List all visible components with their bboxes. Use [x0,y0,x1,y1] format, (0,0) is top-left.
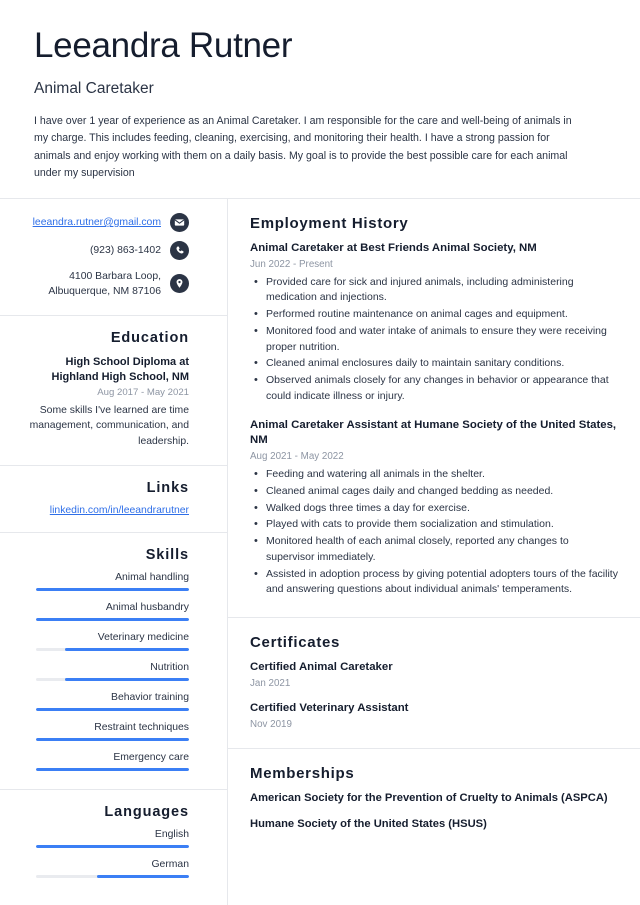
resume-header [0,0,640,198]
language-bar-fill [36,845,189,848]
skill-item [18,602,189,621]
skill-label: Behavior training [111,692,189,704]
memberships-heading: Memberships [250,764,355,782]
resume-body [0,198,640,905]
list-item: • Feeding and watering all animals in the shelter. [250,467,618,483]
skill-bar-track [36,648,189,651]
memberships-block [228,749,640,852]
certificate-date: Jan 2021 [250,677,291,689]
address-line-1: 4100 Barbara Loop, [69,270,161,282]
languages-list [18,829,189,878]
list-item: • Cleaned animal cages daily and changed bedding as needed. [250,484,618,500]
employment-entry-date: Aug 2021 - May 2022 [250,451,344,463]
certificate-entry [250,701,618,730]
education-entry-title [18,355,189,385]
list-item: • Observed animals closely for any changes in behavior or appearance that could indicate illness or injury. [250,373,618,405]
employment-entry [250,418,618,598]
skill-bar-fill [36,618,189,621]
language-bar-track [36,845,189,848]
contact-address-value [48,269,161,299]
contact-block [0,199,227,316]
employment-entry-date: Jun 2022 - Present [250,258,333,270]
skill-label: Restraint techniques [94,722,189,734]
skill-item [18,662,189,681]
address-line-2: Albuquerque, NM 87106 [48,285,161,297]
contact-phone-value: (923) 863-1402 [89,244,161,256]
employment-heading: Employment History [250,214,409,232]
education-heading: Education [110,330,189,347]
skill-bar-fill [65,678,189,681]
skill-bar-fill [36,738,189,741]
list-item: • Assisted in adoption process by giving potential adopters tours of the facility and answering questions about individual animals' temperaments. [250,567,618,599]
professional-summary: I have over 1 year of experience as an Animal Caretaker. I am responsible for the care and well-being of animals in my charge. This includes feeding, cleaning, exercising, and monitoring their health. I have a strong passion for animals and enjoy working with them on a daily basis. My goal is to provide the best possible care for each animal under my supervision [34,115,572,179]
certificate-date: Nov 2019 [250,718,292,730]
skill-bar-track [36,708,189,711]
language-bar-track [36,875,189,878]
certificate-title: Certified Animal Caretaker [250,661,393,674]
certificate-title: Certified Veterinary Assistant [250,701,409,714]
skill-bar-track [36,678,189,681]
phone-icon [170,241,189,260]
skill-item [18,752,189,771]
list-item: • Walked dogs three times a day for exercise. [250,501,618,517]
links-heading: Links [146,480,189,497]
skill-item [18,692,189,711]
employment-entry-title: Animal Caretaker at Best Friends Animal Society, NM [250,241,537,254]
membership-entry: American Society for the Prevention of Cruelty to Animals (ASPCA) [250,791,608,804]
education-title-line-2: Highland High School, NM [51,370,189,383]
list-item: • Cleaned animal enclosures daily to maintain sanitary conditions. [250,356,618,372]
membership-entry: Humane Society of the United States (HSUS) [250,818,487,831]
employment-bullet-list [250,467,618,598]
skills-heading: Skills [145,547,189,564]
link-item-linkedin[interactable]: linkedin.com/in/leeandrarutner [49,505,189,517]
education-entry-description: Some skills I've learned are time management, communication, and leadership. [29,404,189,447]
main-column [228,199,640,905]
skill-item [18,722,189,741]
employment-entry-title: Animal Caretaker Assistant at Humane Society of the United States, NM [250,418,617,447]
sidebar [0,199,228,905]
list-item: • Played with cats to provide them socialization and stimulation. [250,517,618,533]
skill-bar-track [36,768,189,771]
language-item [18,829,189,848]
links-block [0,466,227,533]
certificates-block [228,618,640,748]
skill-bar-fill [65,648,189,651]
skill-bar-fill [36,588,189,591]
skill-label: Animal husbandry [105,602,189,614]
list-item: • Monitored health of each animal closely, reported any changes to supervisor immediately. [250,534,618,566]
education-title-line-1: High School Diploma at [65,356,189,369]
language-label: German [151,859,189,871]
language-item [18,859,189,878]
certificates-heading: Certificates [250,634,341,652]
contact-email-row[interactable] [18,213,189,232]
contact-email-value[interactable]: leeandra.rutner@gmail.com [32,216,161,228]
page-title: Leeandra Rutner [34,26,293,65]
skills-block [0,533,227,790]
languages-heading: Languages [104,804,189,821]
list-item: • Provided care for sick and injured animals, including administering medication and injections. [250,275,618,307]
skill-bar-track [36,588,189,591]
job-title: Animal Caretaker [34,80,154,98]
skill-label: Emergency care [113,752,189,764]
language-bar-fill [97,875,189,878]
skill-bar-track [36,618,189,621]
employment-block [228,199,640,618]
skills-list [18,572,189,771]
contact-address-row [18,269,189,299]
envelope-icon [170,213,189,232]
skill-bar-track [36,738,189,741]
employment-entry [250,241,618,405]
skill-item [18,632,189,651]
education-entry-date: Aug 2017 - May 2021 [97,386,189,398]
list-item: • Performed routine maintenance on animal cages and equipment. [250,307,618,323]
certificate-entry [250,660,618,689]
language-label: English [154,829,189,841]
skill-bar-fill [36,708,189,711]
location-pin-icon [170,274,189,293]
list-item: • Monitored food and water intake of animals to ensure they were receiving proper nutrition. [250,324,618,356]
languages-block [0,790,227,896]
skill-bar-fill [36,768,189,771]
skill-label: Nutrition [150,662,189,674]
skill-label: Animal handling [115,572,189,584]
skill-label: Veterinary medicine [97,632,189,644]
education-block [0,316,227,466]
contact-phone-row[interactable] [18,241,189,260]
education-entry [18,355,189,449]
employment-bullet-list [250,275,618,405]
skill-item [18,572,189,591]
